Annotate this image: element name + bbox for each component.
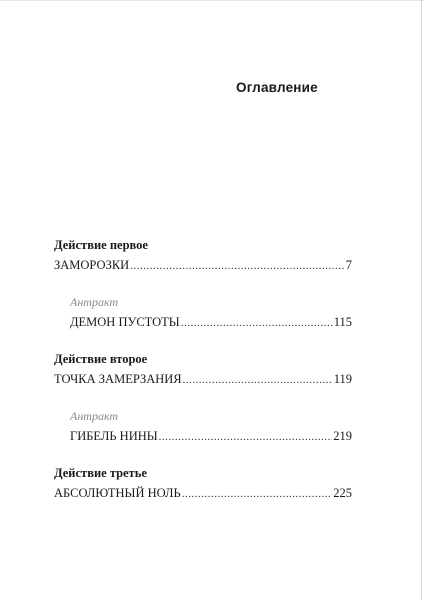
interlude-two bbox=[70, 408, 352, 445]
act-one-section bbox=[54, 237, 352, 331]
toc-entry-gibel-niny[interactable] bbox=[70, 428, 352, 445]
entry-page-number: 225 bbox=[333, 486, 352, 500]
page-top-edge bbox=[0, 0, 424, 1]
dot-leader bbox=[183, 372, 333, 388]
toc-entry-absolyutny-nol[interactable] bbox=[54, 485, 352, 502]
entry-title: ГИБЕЛЬ НИНЫ bbox=[70, 429, 158, 443]
toc-entry-zamorozki[interactable] bbox=[54, 257, 352, 274]
dot-leader bbox=[182, 486, 333, 502]
dot-leader bbox=[159, 429, 333, 445]
entry-page-number: 119 bbox=[333, 372, 352, 386]
entry-title: ЗАМОРОЗКИ bbox=[54, 258, 130, 272]
act-three-section bbox=[54, 465, 352, 502]
act-one-heading: Действие первое bbox=[54, 238, 148, 252]
entry-page-number: 219 bbox=[333, 429, 352, 443]
act-two-heading: Действие второе bbox=[54, 352, 148, 366]
entry-page-number: 115 bbox=[333, 315, 352, 329]
entry-title: ДЕМОН ПУСТОТЫ bbox=[70, 315, 180, 329]
dot-leader bbox=[181, 315, 333, 331]
act-two-section bbox=[54, 351, 352, 445]
page-right-edge bbox=[421, 0, 422, 600]
entry-title: ТОЧКА ЗАМЕРЗАНИЯ bbox=[54, 372, 182, 386]
entry-page-number: 7 bbox=[345, 258, 352, 272]
toc-entry-demon-pustoty[interactable] bbox=[70, 314, 352, 331]
interlude-label: Антракт bbox=[70, 409, 119, 423]
dot-leader bbox=[130, 258, 345, 274]
table-of-contents bbox=[54, 237, 352, 502]
act-three-heading: Действие третье bbox=[54, 466, 147, 480]
toc-entry-tochka-zamerzaniya[interactable] bbox=[54, 371, 352, 388]
interlude-one bbox=[70, 294, 352, 331]
interlude-label: Антракт bbox=[70, 295, 119, 309]
entry-title: АБСОЛЮТНЫЙ НОЛЬ bbox=[54, 486, 181, 500]
toc-title: Оглавление bbox=[236, 80, 318, 95]
